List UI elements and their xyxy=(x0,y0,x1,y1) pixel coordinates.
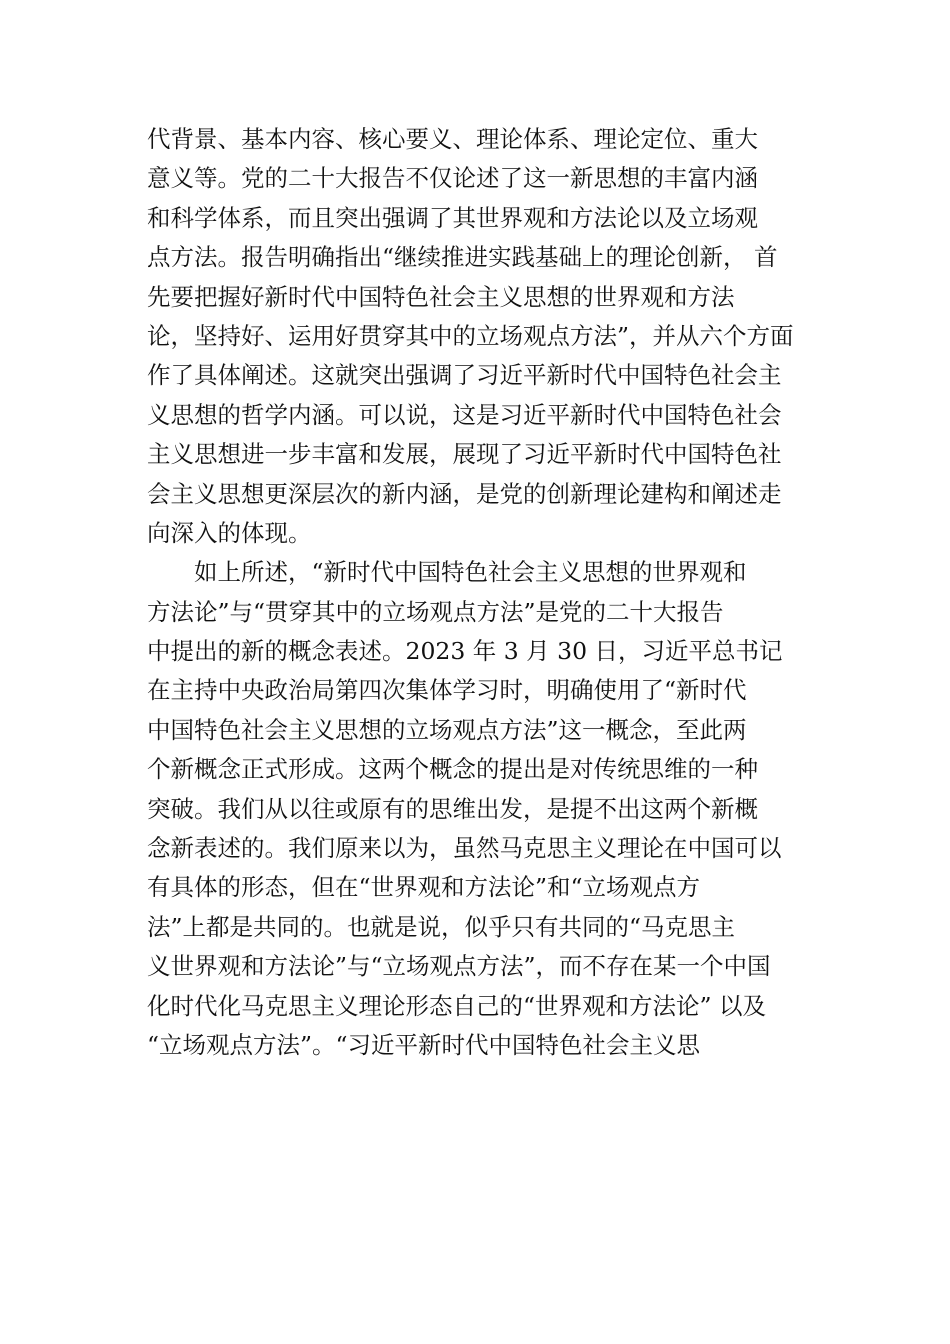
text-line: 和科学体系，而且突出强调了其世界观和方法论以及立场观 xyxy=(147,203,758,232)
text-line: 主义思想进一步丰富和发展，展现了习近平新时代中国特色社 xyxy=(147,440,782,469)
body-text xyxy=(147,120,827,1065)
text-line: 意义等。党的二十大报告不仅论述了这一新思想的丰富内涵 xyxy=(147,164,758,193)
text-line: 念新表述的。我们原来以为，虽然马克思主义理论在中国可以 xyxy=(147,834,782,863)
text-line: 中提出的新的概念表述。2023 年 3 月 30 日，习近平总书记 xyxy=(147,637,783,666)
text-line: 会主义思想更深层次的新内涵，是党的创新理论建构和阐述走 xyxy=(147,479,782,508)
text-line: 先要把握好新时代中国特色社会主义思想的世界观和方法 xyxy=(147,282,735,311)
paragraph-1 xyxy=(147,120,827,553)
text-line: 有具体的形态，但在“世界观和方法论”和“立场观点方 xyxy=(147,873,701,902)
text-line: 如上所述，“新时代中国特色社会主义思想的世界观和 xyxy=(194,558,747,587)
text-line: 向深入的体现。 xyxy=(147,518,312,547)
text-line: 在主持中央政治局第四次集体学习时，明确使用了“新时代 xyxy=(147,676,747,705)
text-line: 法”上都是共同的。也就是说，似乎只有共同的“马克思主 xyxy=(147,912,736,941)
text-line: 点方法。报告明确指出“继续推进实践基础上的理论创新， 首 xyxy=(147,243,778,272)
text-line: 作了具体阐述。这就突出强调了习近平新时代中国特色社会主 xyxy=(147,361,782,390)
text-line: 义世界观和方法论”与“立场观点方法”，而不存在某一个中国 xyxy=(147,952,771,981)
text-line: 个新概念正式形成。这两个概念的提出是对传统思维的一种 xyxy=(147,755,758,784)
text-line: “立场观点方法”。“习近平新时代中国特色社会主义思 xyxy=(147,1030,701,1059)
text-line: 方法论”与“贯穿其中的立场观点方法”是党的二十大报告 xyxy=(147,597,724,626)
paragraph-2 xyxy=(147,553,827,1065)
text-line: 突破。我们从以往或原有的思维出发，是提不出这两个新概 xyxy=(147,794,758,823)
text-line: 代背景、基本内容、核心要义、理论体系、理论定位、重大 xyxy=(147,125,758,153)
text-line: 化时代化马克思主义理论形态自己的“世界观和方法论” 以及 xyxy=(147,991,766,1020)
text-line: 义思想的哲学内涵。可以说，这是习近平新时代中国特色社会 xyxy=(147,400,782,429)
text-line: 中国特色社会主义思想的立场观点方法”这一概念，至此两 xyxy=(147,715,747,744)
text-line: 论，坚持好、运用好贯穿其中的立场观点方法”，并从六个方面 xyxy=(147,321,794,350)
